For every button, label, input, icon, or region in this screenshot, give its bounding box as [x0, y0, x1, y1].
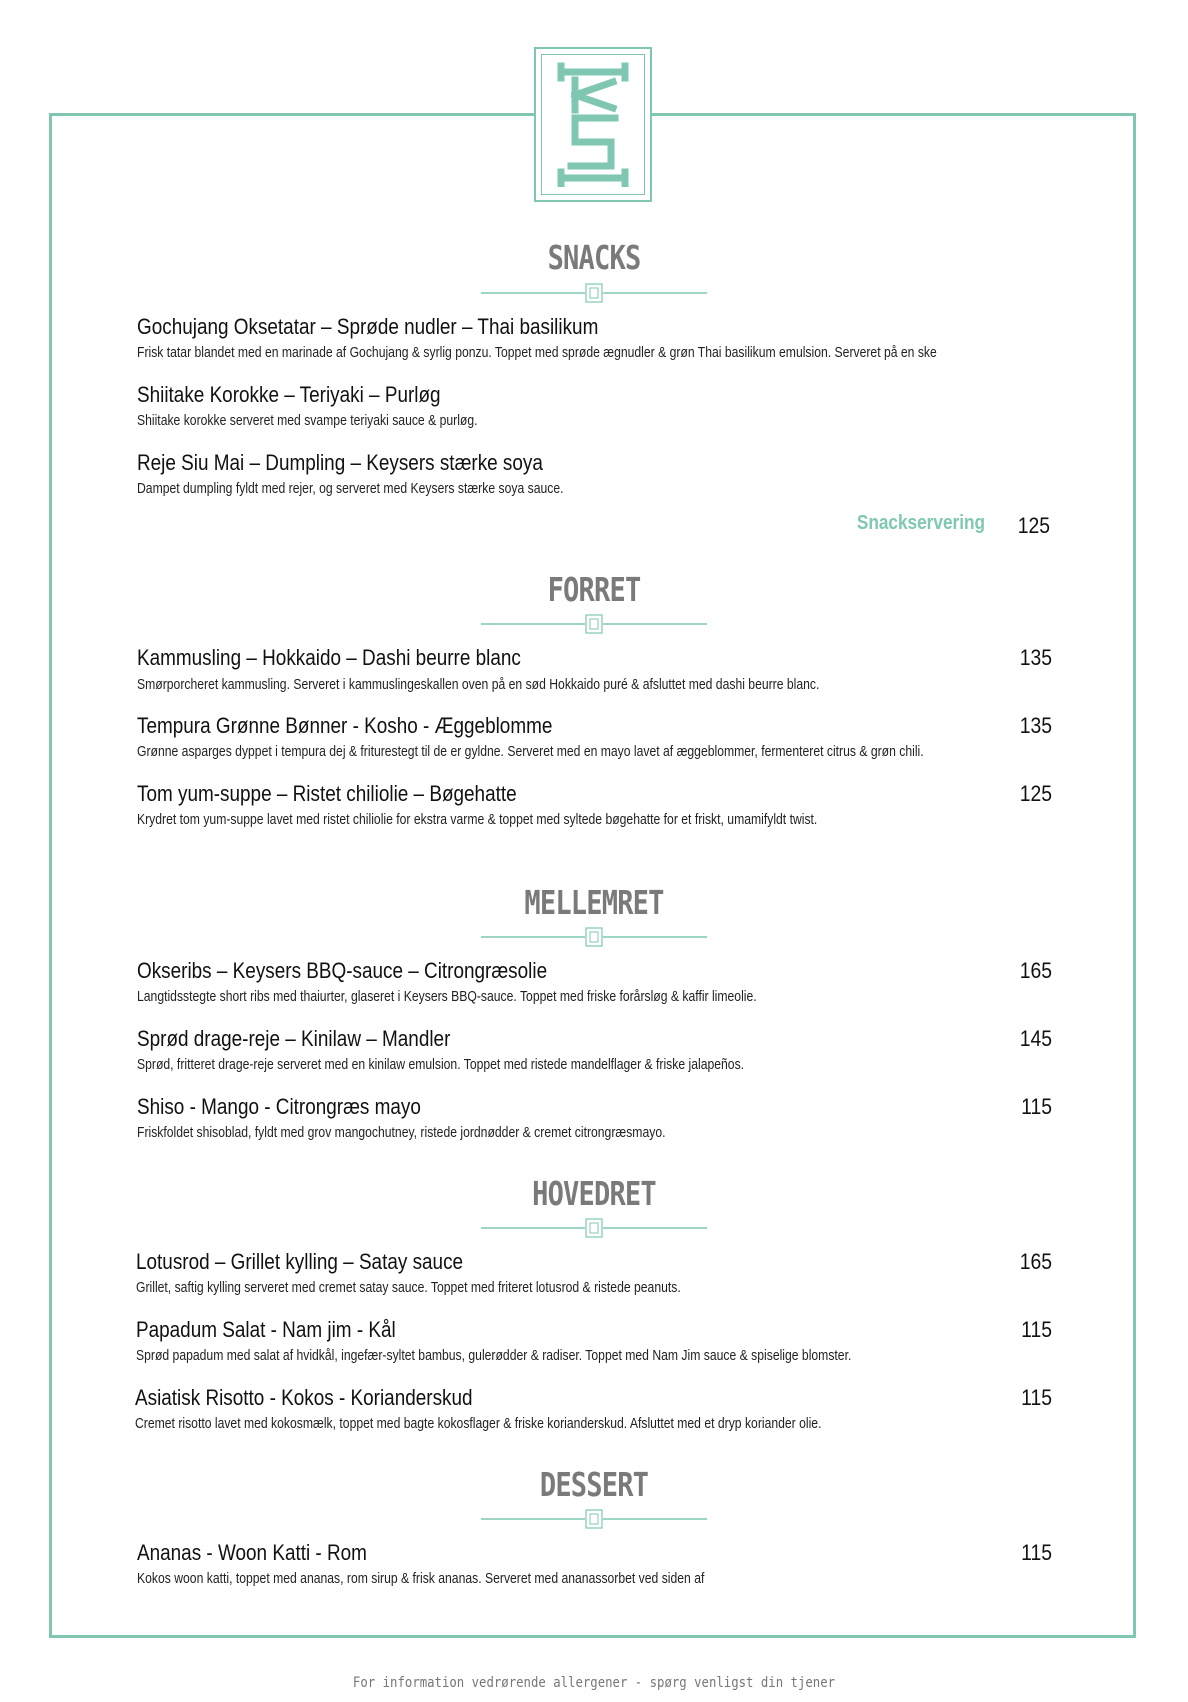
ks-monogram-icon — [553, 62, 633, 187]
snack-serving-price: 125 — [1017, 513, 1050, 538]
menu-item-price: 115 — [1021, 1385, 1052, 1410]
menu-item-price: 135 — [1019, 645, 1052, 670]
menu-item-price: 145 — [1019, 1026, 1052, 1051]
menu-item-description: Grillet, saftig kylling serveret med cremet satay sauce. Toppet med friteret lotusrod & ristede peanuts. — [136, 1280, 681, 1296]
menu-item-name: Reje Siu Mai – Dumpling – Keysers stærke soya — [137, 450, 543, 475]
menu-item-name: Ananas - Woon Katti - Rom — [137, 1540, 367, 1565]
menu-item-description: Krydret tom yum-suppe lavet med ristet chiliolie for ekstra varme & toppet med syltede bøgehatte for et friskt, umamifyldt twist. — [137, 812, 818, 828]
menu-item-price: 165 — [1019, 1249, 1052, 1274]
logo-inner-frame — [541, 54, 645, 195]
menu-item-name: Shiso - Mango - Citrongræs mayo — [137, 1094, 421, 1119]
menu-item-name: Tempura Grønne Bønner - Kosho - Æggeblomme — [137, 713, 553, 738]
menu-item-price: 115 — [1021, 1540, 1052, 1565]
menu-item-price: 115 — [1021, 1094, 1052, 1119]
menu-item-description: Smørporcheret kammusling. Serveret i kammuslingeskallen oven på en sød Hokkaido puré & afsluttet med dashi beurre blanc. — [137, 677, 820, 693]
section-title-dessert: DESSERT — [539, 1465, 649, 1504]
menu-item-description: Kokos woon katti, toppet med ananas, rom sirup & frisk ananas. Serveret med ananassorbet ved siden af — [137, 1571, 705, 1587]
snack-serving-label: Snackservering — [856, 512, 985, 534]
menu-item-name: Sprød drage-reje – Kinilaw – Mandler — [137, 1026, 451, 1051]
menu-item-price: 115 — [1021, 1317, 1052, 1342]
menu-item-description: Grønne asparges dyppet i tempura dej & friturestegt til de er gyldne. Serveret med en mayo lavet af æggeblommer, fermenteret citrus & grøn chili. — [137, 744, 924, 760]
divider-ornament-icon — [481, 612, 707, 636]
menu-item-price: 135 — [1019, 713, 1052, 738]
menu-item-description: Friskfoldet shisoblad, fyldt med grov mangochutney, ristede jordnødder & cremet citrongræsmayo. — [137, 1125, 666, 1141]
section-title-snacks: SNACKS — [547, 238, 641, 277]
menu-item-description: Langtidsstegte short ribs med thaiurter, glaseret i Keysers BBQ-sauce. Toppet med friske forårsløg & kaffir limeolie. — [137, 989, 757, 1005]
menu-item-description: Sprød, fritteret drage-reje serveret med en kinilaw emulsion. Toppet med ristede mandelflager & friske jalapeños. — [137, 1057, 745, 1073]
divider-ornament-icon — [481, 1507, 707, 1531]
menu-item-name: Shiitake Korokke – Teriyaki – Purløg — [137, 382, 441, 407]
divider-ornament-icon — [481, 925, 707, 949]
menu-item-name: Tom yum-suppe – Ristet chiliolie – Bøgehatte — [137, 781, 517, 806]
menu-item-description: Cremet risotto lavet med kokosmælk, toppet med bagte kokosflager & friske korianderskud. Afsluttet med et dryp koriander olie. — [135, 1416, 822, 1432]
menu-item-name: Kammusling – Hokkaido – Dashi beurre blanc — [137, 645, 521, 670]
menu-item-price: 165 — [1019, 958, 1052, 983]
section-title-mellemret: MELLEMRET — [524, 883, 664, 922]
menu-item-name: Papadum Salat - Nam jim - Kål — [136, 1317, 396, 1342]
restaurant-logo — [534, 47, 652, 202]
section-title-forret: FORRET — [547, 570, 641, 609]
menu-item-name: Okseribs – Keysers BBQ-sauce – Citrongræsolie — [137, 958, 548, 983]
menu-item-name: Lotusrod – Grillet kylling – Satay sauce — [136, 1249, 464, 1274]
section-title-hovedret: HOVEDRET — [532, 1174, 656, 1213]
menu-item-price: 125 — [1019, 781, 1052, 806]
divider-ornament-icon — [481, 281, 707, 305]
divider-ornament-icon — [481, 1216, 707, 1240]
menu-item-description: Dampet dumpling fyldt med rejer, og serveret med Keysers stærke soya sauce. — [137, 481, 564, 497]
allergen-footer-note: For information vedrørende allergener - spørg venligst din tjener — [352, 1675, 836, 1691]
menu-item-description: Frisk tatar blandet med en marinade af Gochujang & syrlig ponzu. Toppet med sprøde ægnudler & grøn Thai basilikum emulsion. Serveret på en ske — [137, 345, 937, 361]
menu-item-name: Gochujang Oksetatar – Sprøde nudler – Thai basilikum — [137, 314, 599, 339]
menu-item-description: Shiitake korokke serveret med svampe teriyaki sauce & purløg. — [137, 413, 478, 429]
menu-item-description: Sprød papadum med salat af hvidkål, ingefær-syltet bambus, gulerødder & radiser. Toppet med Nam Jim sauce & spiselige blomster. — [136, 1348, 852, 1364]
menu-item-name: Asiatisk Risotto - Kokos - Korianderskud — [135, 1385, 473, 1410]
